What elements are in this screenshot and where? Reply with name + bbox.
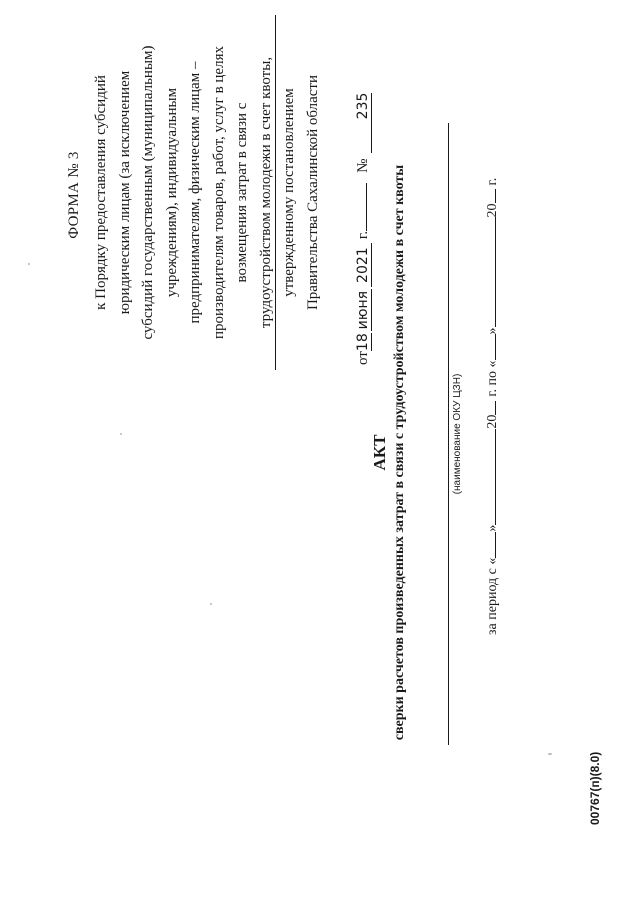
period-prefix: за период с « [485, 557, 500, 635]
decree-line: предпринимателям, физическим лицам – [187, 61, 203, 324]
date-year: 2021 [355, 243, 372, 287]
date-suffix: г. [355, 230, 371, 240]
scan-speck [28, 263, 30, 265]
act-subtitle: сверки расчетов произведенных затрат в связи с трудоустройством молодежи в счет квоты [392, 164, 407, 741]
scan-speck [210, 603, 212, 605]
decree-line: возмещения затрат в связи с [234, 102, 250, 283]
period-to-text: г. по « [485, 360, 500, 397]
period-end-month-blank [481, 217, 496, 327]
date-prefix: от [355, 351, 371, 365]
decree-line: утвержденному постановлением [281, 88, 297, 297]
decree-line: учреждениям), индивидуальным [163, 87, 180, 298]
scan-speck [548, 753, 552, 755]
period-end-day-blank [481, 334, 496, 360]
decree-line: субсидий государственным (муниципальным) [140, 45, 156, 340]
decree-line: к Порядку предоставления субсидий [93, 75, 109, 310]
period-year-suffix: г. [485, 177, 500, 186]
organization-line [448, 123, 449, 745]
scan-speck [120, 433, 122, 435]
date-month: июня [355, 290, 371, 330]
header-rule [275, 15, 276, 370]
period-quote-close-2: » [485, 327, 500, 335]
period-end-year-blank [481, 189, 496, 203]
date-gap-line [366, 183, 367, 231]
period-quote-close: » [485, 524, 500, 532]
period-start-month-blank [481, 429, 496, 525]
number-sign: № [355, 158, 371, 173]
organization-caption: (наименование ОКУ ЦЗН) [452, 373, 463, 495]
decree-line: производителям товаров, работ, услуг в целях [210, 46, 227, 339]
decree-line: юридическим лицам (за исключением [116, 70, 133, 315]
form-code: 00767(п)(8.0) [588, 751, 602, 825]
period-line [481, 178, 501, 635]
decree-number: 235 [355, 93, 372, 153]
decree-reference [90, 15, 325, 370]
act-title: АКТ [370, 434, 389, 471]
decree-line: трудоустройством молодежи в счет квоты, [257, 56, 274, 329]
period-start-year-blank [481, 401, 496, 415]
period-start-day-blank [481, 532, 496, 558]
period-year-prefix-2: 20 [485, 203, 500, 218]
date-day: 18 [355, 333, 371, 352]
decree-line: Правительства Сахалинской области [304, 74, 321, 311]
form-title: ФОРМА № 3 [66, 151, 82, 239]
period-year-prefix: 20 [485, 414, 500, 429]
